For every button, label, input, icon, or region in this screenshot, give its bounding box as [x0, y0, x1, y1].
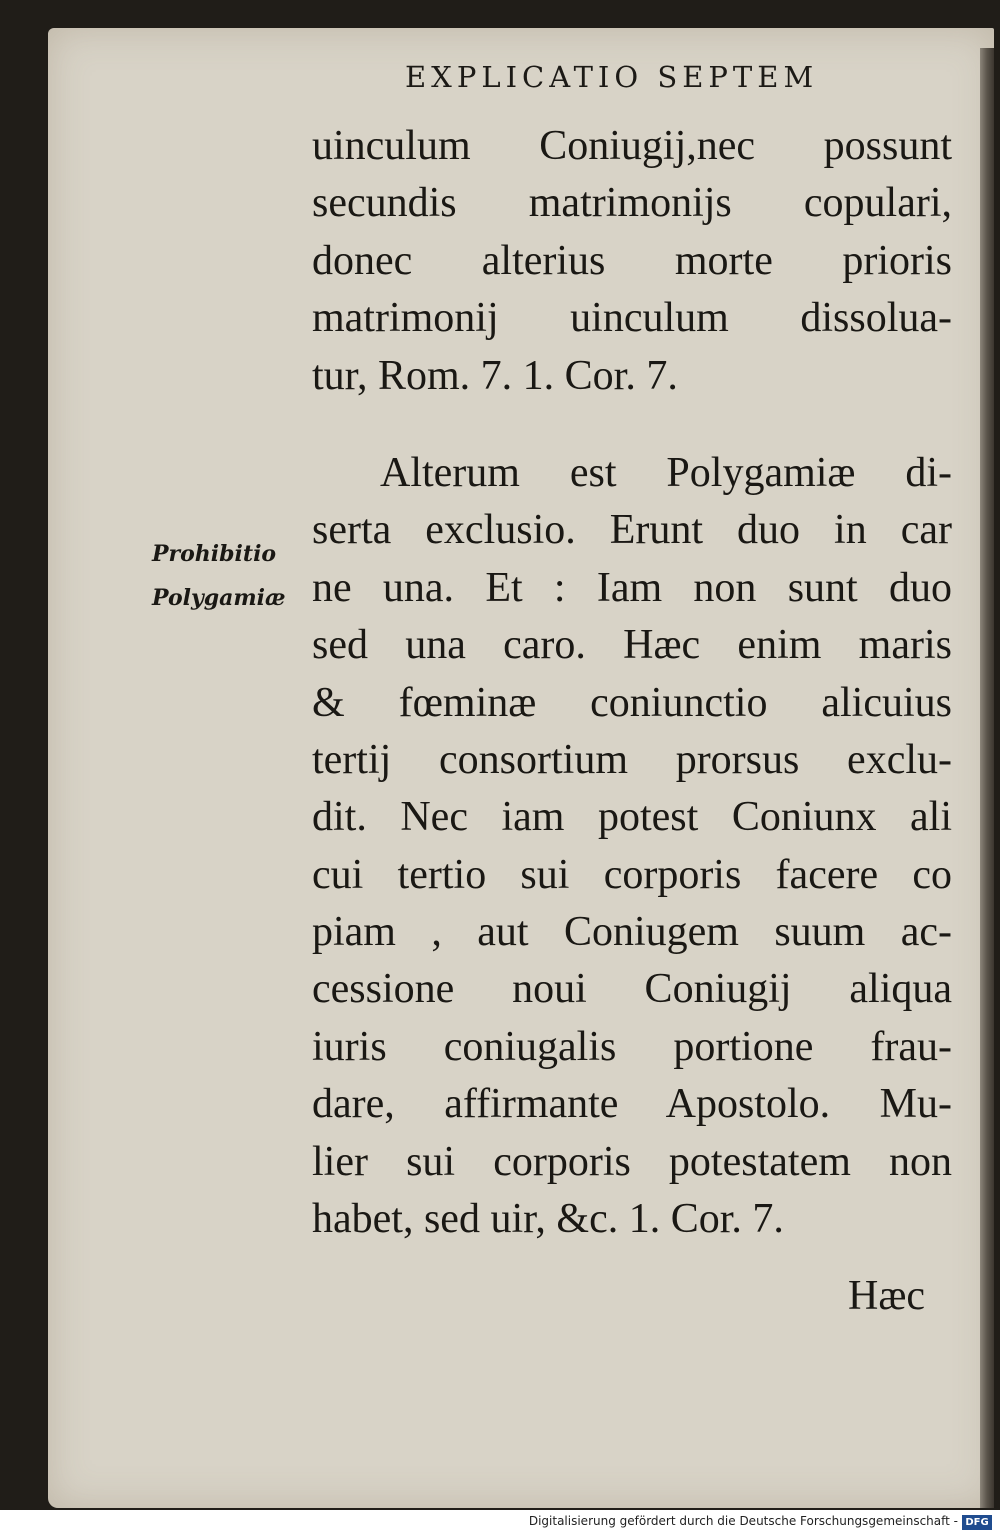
- dfg-logo-icon: DFG: [962, 1515, 992, 1530]
- running-head: EXPLICATIO SEPTEM: [405, 60, 819, 94]
- text-line: serta exclusio. Erunt duo in car: [312, 507, 952, 554]
- text-line: secundis matrimonijs copulari,: [312, 180, 952, 227]
- text-line: piam , aut Coniugem suum ac-: [312, 909, 952, 956]
- text-line: donec alterius morte prioris: [312, 237, 952, 284]
- text-line: tur, Rom. 7. 1. Cor. 7.: [312, 352, 678, 399]
- text-line: & fœminæ coniunctio alicuius: [312, 679, 952, 726]
- text-line: iuris coniugalis portione frau-: [312, 1023, 952, 1070]
- page-edge-shadow: [980, 48, 994, 1508]
- text-line: dit. Nec iam potest Coniunx ali: [312, 794, 952, 841]
- digitization-footer: [0, 1510, 1000, 1536]
- text-line: cessione noui Coniugij aliqua: [312, 966, 952, 1013]
- margin-note-line: Prohibitio: [152, 541, 277, 567]
- text-line: Alterum est Polygamiæ di-: [380, 449, 952, 496]
- text-line: ne una. Et : Iam non sunt duo: [312, 564, 952, 611]
- text-line: dare, affirmante Apostolo. Mu-: [312, 1081, 952, 1128]
- margin-note: [152, 532, 286, 620]
- margin-note-line: Polygamiæ: [152, 585, 286, 611]
- text-line: uinculum Coniugij,nec possunt: [312, 123, 952, 169]
- body-text: [312, 118, 952, 1248]
- text-line: habet, sed uir, &c. 1. Cor. 7.: [312, 1196, 784, 1243]
- funding-credit: Digitalisierung gefördert durch die Deutsche Forschungsgemeinschaft -: [528, 1514, 958, 1528]
- text-line: matrimonij uinculum dissolua-: [312, 295, 952, 342]
- text-line: tertij consortium prorsus exclu-: [312, 736, 952, 783]
- text-line: sed una caro. Hæc enim maris: [312, 622, 952, 669]
- catchword: Hæc: [848, 1273, 925, 1319]
- text-line: lier sui corporis potestatem non: [312, 1138, 952, 1185]
- paragraph-gap: [312, 405, 952, 445]
- text-line: cui tertio sui corporis facere co: [312, 851, 952, 898]
